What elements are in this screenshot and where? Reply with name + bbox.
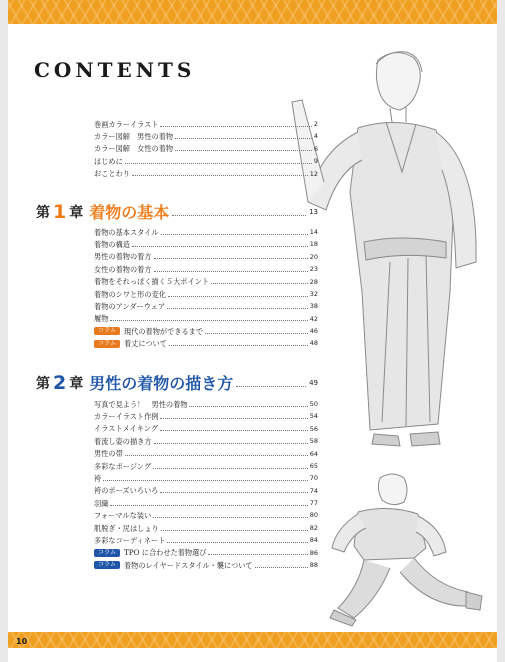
toc-item[interactable]: おことわり 12: [94, 169, 318, 179]
toc-item[interactable]: 羽織 77: [94, 498, 318, 508]
walking-man-illustration: [318, 468, 488, 628]
toc-item[interactable]: コラム 着丈について 48: [94, 338, 318, 350]
toc-item[interactable]: 履物 42: [94, 314, 318, 324]
chapter-page: 13: [309, 207, 318, 216]
toc-item[interactable]: 男性の帯 64: [94, 449, 318, 459]
front-matter-list: [94, 118, 318, 180]
bottom-pattern-band: [8, 632, 497, 648]
toc-item[interactable]: 袴 70: [94, 473, 318, 483]
column-badge: コラム: [94, 340, 120, 348]
chapter-label-prefix: 第: [36, 204, 50, 221]
chapter-title: 男性の着物の描き方: [89, 374, 234, 393]
column-badge: コラム: [94, 561, 120, 569]
toc-item[interactable]: 着物をそれっぽく描く５大ポイント 28: [94, 277, 318, 287]
toc-item[interactable]: コラム TPO に合わせた着物選び 86: [94, 547, 318, 559]
chapter-label-suffix: 章: [69, 375, 84, 392]
page-edge-left: [0, 0, 8, 662]
chapter-page: 49: [309, 378, 318, 387]
toc-item[interactable]: 巻画カラーイラスト 2: [94, 119, 318, 129]
toc-item[interactable]: 肌脱ぎ・尻はしょり 82: [94, 523, 318, 533]
page-edge-right: [497, 0, 505, 662]
toc-item[interactable]: 女性の着物の着方 23: [94, 264, 318, 274]
toc-item[interactable]: 着流し姿の描き方 58: [94, 436, 318, 446]
toc-item[interactable]: コラム 現代の着物ができるまで 46: [94, 325, 318, 337]
chapter-1-list: [94, 226, 318, 350]
toc-item[interactable]: フォーマルな装い 80: [94, 511, 318, 521]
toc-item[interactable]: 男性の着物の着方 20: [94, 252, 318, 262]
chapter-2-list: [94, 398, 318, 571]
toc-item[interactable]: 着物の構造 18: [94, 239, 318, 249]
toc-item[interactable]: コラム 着物のレイヤードスタイル・襲について 88: [94, 559, 318, 571]
toc-item[interactable]: カラー図解 女性の着物 6: [94, 144, 318, 154]
toc-item[interactable]: 写真で見よう！ 男性の着物 50: [94, 399, 318, 409]
chapter-label-suffix: 章: [69, 204, 84, 221]
page-number: 10: [16, 637, 28, 646]
column-badge: コラム: [94, 549, 120, 557]
chapter-number: 1: [53, 200, 67, 223]
toc-item[interactable]: カラー図解 男性の着物 4: [94, 131, 318, 141]
column-badge: コラム: [94, 327, 120, 335]
chapter-2-heading[interactable]: [36, 371, 318, 394]
toc-item[interactable]: 着物の基本スタイル 14: [94, 227, 318, 237]
chapter-title: 着物の基本: [89, 203, 170, 222]
toc-item[interactable]: 着物のアンダーウェア 38: [94, 301, 318, 311]
top-pattern-band: [8, 0, 497, 24]
toc-item[interactable]: 着物のシワと形の変化 32: [94, 289, 318, 299]
chapter-number: 2: [53, 371, 67, 394]
chapter-1-heading[interactable]: [36, 200, 318, 223]
toc-item[interactable]: 多彩なポージング 65: [94, 461, 318, 471]
contents-title: CONTENTS: [34, 58, 196, 82]
toc-item[interactable]: イラストメイキング 56: [94, 424, 318, 434]
toc-item[interactable]: 袴のポーズいろいろ 74: [94, 486, 318, 496]
toc-item[interactable]: 多彩なコーディネート 84: [94, 535, 318, 545]
toc-item[interactable]: はじめに 9: [94, 156, 318, 166]
chapter-label-prefix: 第: [36, 375, 50, 392]
toc-item[interactable]: カラーイラスト作例 54: [94, 411, 318, 421]
